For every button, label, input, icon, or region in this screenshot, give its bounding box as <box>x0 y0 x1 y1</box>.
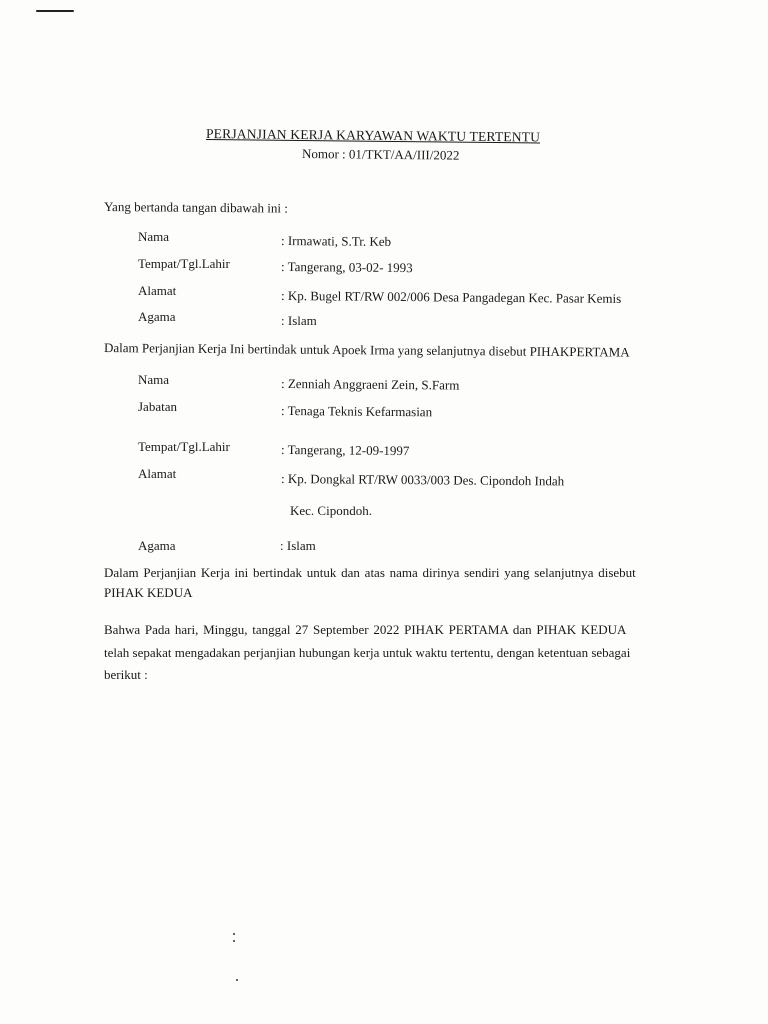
intro-text: Yang bertanda tangan dibawah ini : <box>103 199 288 216</box>
scan-speck <box>233 933 235 935</box>
agreement-line-3: berikut : <box>104 667 148 682</box>
pertama-alamat-label: Alamat <box>138 283 177 298</box>
document-title: PERJANJIAN KERJA KARYAWAN WAKTU TERTENTU <box>205 126 541 145</box>
pertama-ttl-value: : Tangerang, 03-02- 1993 <box>280 259 413 276</box>
pertama-nama-label: Nama <box>138 229 170 244</box>
kedua-ttl-label: Tempat/Tgl.Lahir <box>138 439 230 454</box>
kedua-agama-label: Agama <box>138 538 176 553</box>
kedua-alamat-value-2: Kec. Cipondoh. <box>290 503 372 518</box>
pertama-agama-value: : Islam <box>281 313 317 328</box>
kedua-ttl-value: : Tangerang, 12-09-1997 <box>280 442 410 459</box>
kedua-alamat-label: Alamat <box>138 466 177 481</box>
document-number: Nomor : 01/TKT/AA/III/2022 <box>301 146 460 163</box>
kedua-jabatan-value: : Tenaga Teknis Kefarmasian <box>280 403 433 420</box>
agreement-line-2: telah sepakat mengadakan perjanjian hubungan kerja untuk waktu tertentu, dengan ketentuan sebagai <box>104 645 631 660</box>
statement-pihak-kedua-line1: Dalam Perjanjian Kerja ini bertindak untuk dan atas nama dirinya sendiri yang selanjutnya disebut <box>104 565 636 580</box>
scan-speck <box>236 979 238 981</box>
statement-pihak-kedua-line2: PIHAK KEDUA <box>104 585 193 600</box>
pertama-alamat-value: : Kp. Bugel RT/RW 002/006 Desa Pangadegan Kec. Pasar Kemis <box>280 288 622 306</box>
kedua-jabatan-label: Jabatan <box>138 399 177 414</box>
agreement-line-1: Bahwa Pada hari, Minggu, tanggal 27 September 2022 PIHAK PERTAMA dan PIHAK KEDUA <box>104 622 627 637</box>
kedua-nama-value: : Zenniah Anggraeni Zein, S.Farm <box>280 376 460 393</box>
scan-corner-mark <box>36 10 74 12</box>
pertama-nama-value: : Irmawati, S.Tr. Keb <box>280 233 392 249</box>
pertama-ttl-label: Tempat/Tgl.Lahir <box>138 256 230 271</box>
kedua-nama-label: Nama <box>138 372 170 387</box>
kedua-agama-value: : Islam <box>280 538 316 553</box>
pertama-agama-label: Agama <box>138 309 176 324</box>
kedua-alamat-value: : Kp. Dongkal RT/RW 0033/003 Des. Cipondoh Indah <box>280 471 565 489</box>
statement-pihak-pertama: Dalam Perjanjian Kerja Ini bertindak untuk Apoek Irma yang selanjutnya disebut PIHAKPERTAMA <box>103 340 630 360</box>
scan-speck <box>233 940 235 942</box>
